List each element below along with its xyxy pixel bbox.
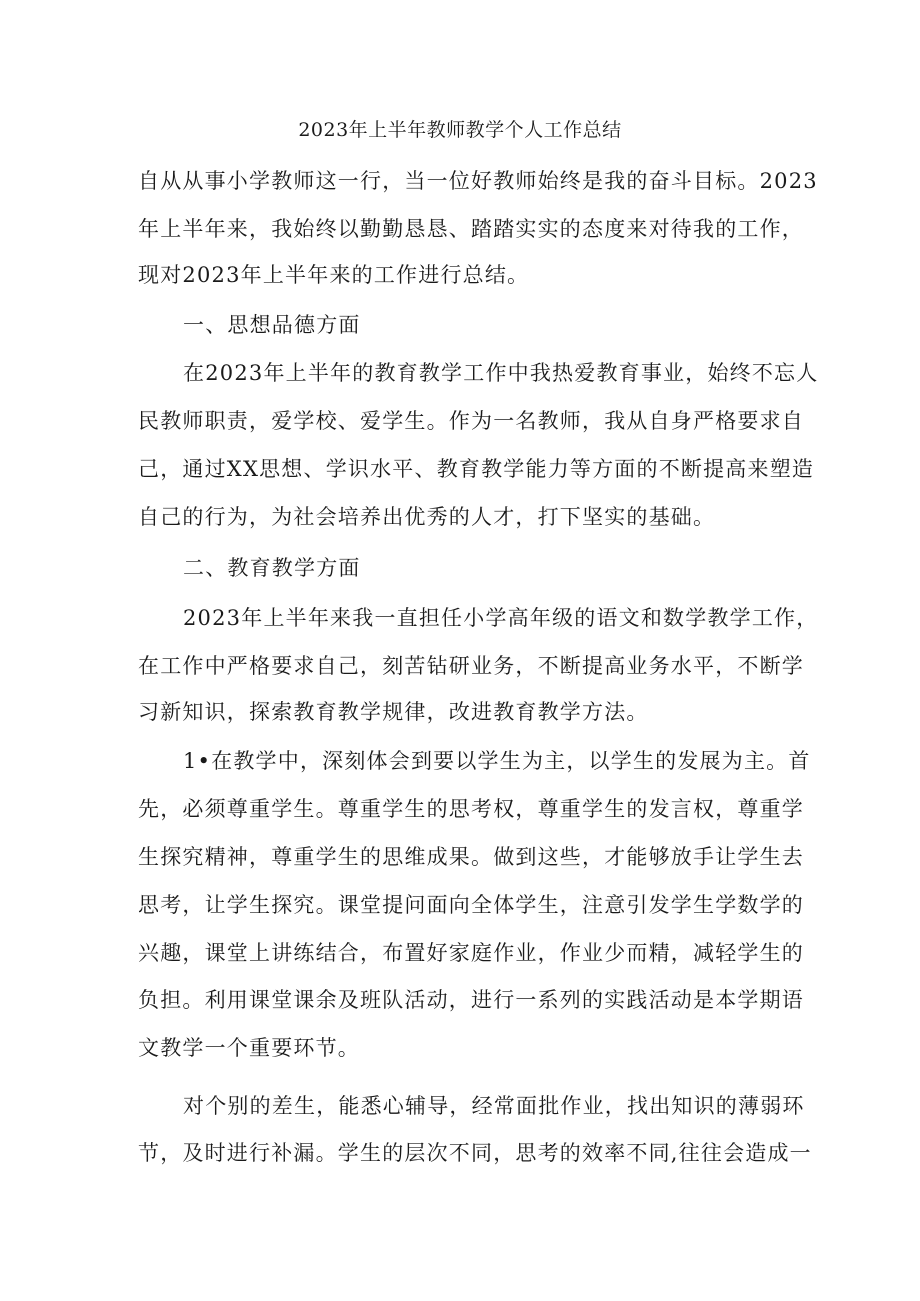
text-line: 在2023年上半年的教育教学工作中我热爱教育事业，始终不忘人 (183, 361, 819, 385)
text-line: 2023年上半年来我一直担任小学高年级的语文和数学教学工作， (183, 606, 819, 630)
section-heading: 二、教育教学方面 (183, 556, 361, 580)
text-line: 文教学一个重要环节。 (138, 1036, 360, 1060)
text-line: 负担。利用课堂课余及班队活动，进行一系列的实践活动是本学期语 (138, 988, 804, 1012)
text-line: 年上半年来，我始终以勤勤恳恳、踏踏实实的态度来对待我的工作， (138, 217, 804, 241)
text-line: 节，及时进行补漏。学生的层次不同，思考的效率不同,往往会造成一 (138, 1141, 812, 1165)
text-line: 思考，让学生探究。课堂提问面向全体学生，注意引发学生学数学的 (138, 893, 804, 917)
text-line: 兴趣，课堂上讲练结合，布置好家庭作业，作业少而精，减轻学生的 (138, 941, 804, 965)
text-line: 自从从事小学教师这一行，当一位好教师始终是我的奋斗目标。2023 (138, 169, 818, 193)
text-line: 生探究精神，尊重学生的思维成果。做到这些，才能够放手让学生去 (138, 845, 804, 869)
text-line: 民教师职责，爱学校、爱学生。作为一名教师，我从自身严格要求自 (138, 409, 804, 433)
text-line: 己，通过XX思想、学识水平、教育教学能力等方面的不断提高来塑造 (138, 457, 815, 481)
document-title: 2023年上半年教师教学个人工作总结 (298, 119, 622, 141)
text-line: 自己的行为，为社会培养出优秀的人才，打下坚实的基础。 (138, 505, 716, 529)
text-line: 现对2023年上半年来的工作进行总结。 (138, 263, 530, 287)
text-line: 1•在教学中，深刻体会到要以学生为主，以学生的发展为主。首 (183, 749, 811, 773)
section-heading: 一、思想品德方面 (183, 313, 361, 337)
text-line: 先，必须尊重学生。尊重学生的思考权，尊重学生的发言权，尊重学 (138, 797, 804, 821)
text-line: 习新知识，探索教育教学规律，改进教育教学方法。 (138, 700, 649, 724)
text-line: 对个别的差生，能悉心辅导，经常面批作业，找出知识的薄弱环 (183, 1094, 805, 1118)
text-line: 在工作中严格要求自己，刻苦钻研业务，不断提高业务水平，不断学 (138, 654, 804, 678)
